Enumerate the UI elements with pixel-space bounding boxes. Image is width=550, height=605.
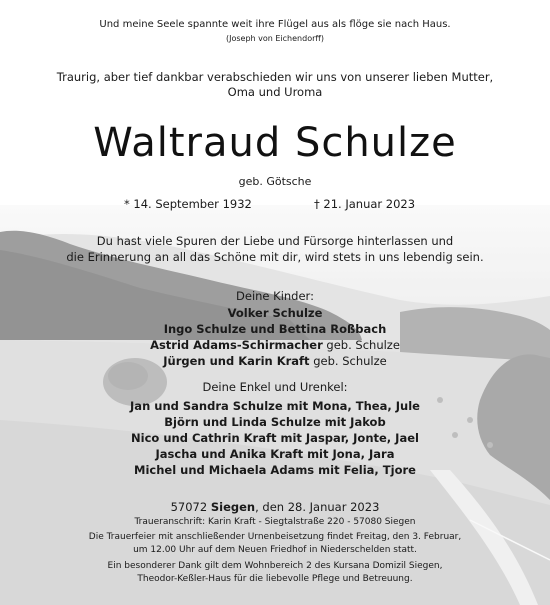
deceased-name: Waltraud Schulze (93, 120, 457, 166)
children-heading: Deine Kinder: (236, 289, 314, 303)
grandchild-family: Jascha und Anika Kraft mit Jona, Jara (155, 447, 395, 461)
thanks-line-1: Ein besonderer Dank gilt dem Wohnbereich 2 des Kursana Domizil Siegen, (107, 561, 443, 571)
quote-author: (Joseph von Eichendorff) (225, 34, 325, 43)
death-date: † 21. Januar 2023 (314, 197, 416, 211)
child-name: Jürgen und Karin Kraft geb. Schulze (163, 354, 387, 368)
verse-line-1: Du hast viele Spuren der Liebe und Fürsorge hinterlassen und (96, 234, 454, 248)
grandchild-family: Björn und Linda Schulze mit Jakob (164, 415, 386, 429)
verse-line-2: die Erinnerung an all das Schöne mit dir, wird stets in uns lebendig sein. (66, 250, 484, 264)
grandchild-family: Nico und Cathrin Kraft mit Jaspar, Jonte, Jael (131, 431, 419, 445)
grandchildren-heading: Deine Enkel und Urenkel: (202, 380, 348, 394)
mourning-address: Traueranschrift: Karin Kraft - Siegtalstraße 220 - 57080 Siegen (134, 517, 416, 527)
opening-quote: Und meine Seele spannte weit ihre Flügel aus als flöge sie nach Haus. (99, 19, 451, 30)
birth-date: * 14. September 1932 (124, 197, 252, 211)
ceremony-info-line-1: Die Trauerfeier mit anschließender Urnenbeisetzung findet Freitag, den 3. Februar, (88, 532, 462, 542)
place-and-date: 57072 Siegen, den 28. Januar 2023 (170, 500, 380, 514)
thanks-line-2: Theodor-Keßler-Haus für die liebevolle Pflege und Betreuung. (137, 574, 413, 584)
intro-line-1: Traurig, aber tief dankbar verabschieden wir uns von unserer lieben Mutter, (56, 70, 494, 84)
child-name: Ingo Schulze und Bettina Roßbach (163, 322, 387, 336)
grandchild-family: Jan und Sandra Schulze mit Mona, Thea, Jule (130, 399, 420, 413)
child-name: Volker Schulze (227, 306, 323, 320)
birth-name: geb. Götsche (238, 175, 312, 188)
grandchild-family: Michel und Michaela Adams mit Felia, Tjore (134, 463, 416, 477)
ceremony-info-line-2: um 12.00 Uhr auf dem Neuen Friedhof in Niederschelden statt. (133, 545, 417, 555)
child-name: Astrid Adams-Schirmacher geb. Schulze (150, 338, 400, 352)
intro-line-2: Oma und Uroma (227, 85, 323, 99)
